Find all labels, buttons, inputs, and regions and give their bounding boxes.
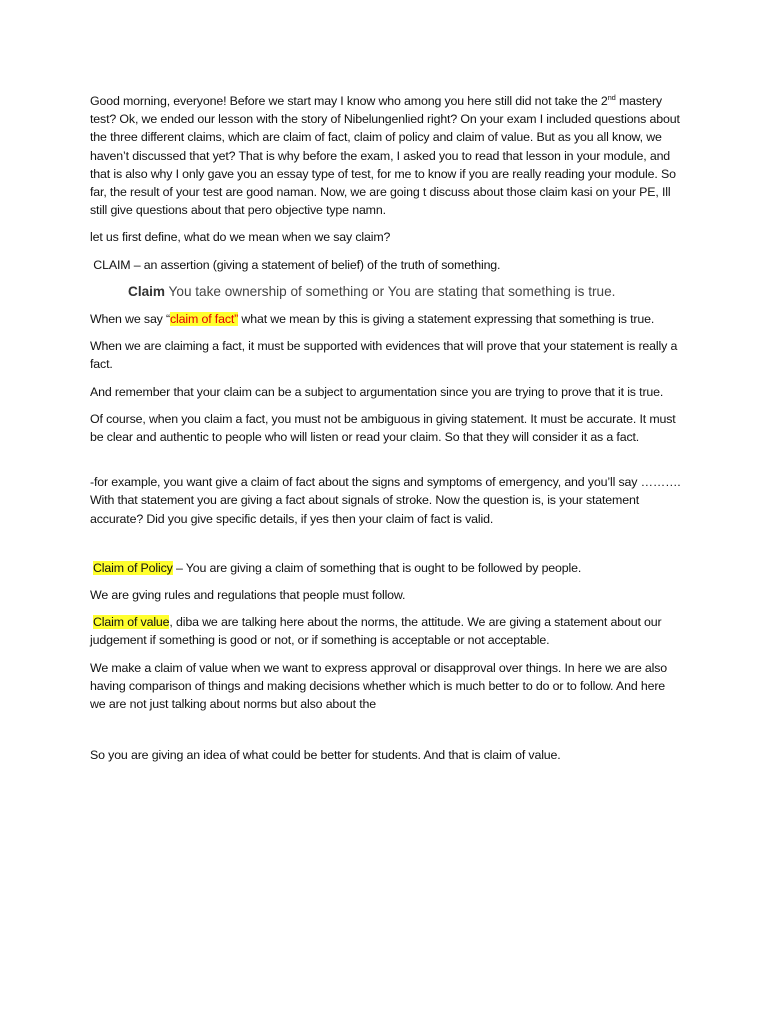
claim-of-value-text: , diba we are talking here about the norms, the attitude. We are giving a statement about our judgement if something is good or not, or if something is acceptable or not acceptable.: [90, 615, 662, 648]
example-paragraph: -for example, you want give a claim of fact about the signs and symptoms of emergency, and you’ll say ………. With that statement you are giving a fact about signals of stroke. Now the question is, is your statement accurate? Did you give specific details, if yes then your claim of fact is valid.: [90, 475, 681, 526]
claim-of-value-paragraph: [90, 613, 682, 649]
claim-label: Claim: [128, 283, 166, 299]
claim-of-fact-lead: When we say “: [90, 312, 170, 327]
approval-paragraph: We make a claim of value when we want to express approval or disapproval over things. In here we are also having comparison of things and making decisions whether which is much better to do or to follow. And here we are not just talking about norms but also about the: [90, 660, 668, 712]
intro-paragraph: [90, 92, 682, 219]
claim-of-policy-highlight: Claim of Policy: [93, 560, 173, 575]
conclusion-paragraph: So you are giving an idea of what could be better for students. And that is claim of value.: [90, 748, 561, 763]
document-body: [90, 92, 682, 773]
argumentation-paragraph: And remember that your claim can be a subject to argumentation since you are trying to prove that it is true.: [90, 384, 664, 399]
claim-of-policy-text: – You are giving a claim of something that is ought to be followed by people.: [172, 560, 582, 575]
define-claim-question: let us first define, what do we mean when we say claim?: [90, 230, 391, 245]
claim-explanation: [128, 283, 682, 301]
claim-of-policy-paragraph: [90, 559, 682, 577]
ordinal-superscript: nd: [607, 93, 616, 102]
claim-definition: CLAIM – an assertion (giving a statement of belief) of the truth of something.: [90, 257, 501, 272]
intro-text-start: Good morning, everyone! Before we start may I know who among you here still did not take the 2: [90, 94, 608, 108]
claim-of-fact-text: what we mean by this is giving a statement expressing that something is true.: [238, 312, 655, 327]
intro-text-rest: mastery test? Ok, we ended our lesson with the story of Nibelungenlied right? On your exam I included questions about the three different claims, which are claim of fact, claim of policy and claim of value. But as you all know, we haven’t discussed that yet? That is why before the exam, I asked you to read that lesson in your module, and that is also why I only gave you an essay type of test, for me to know if you are really reading your module. So far, the result of your test are good naman. Now, we are going t discuss about those claim kasi on your PE, Ill still give questions about that pero objective type namn.: [90, 94, 680, 218]
evidence-paragraph: When we are claiming a fact, it must be supported with evidences that will prove that your statement is really a fact.: [90, 339, 678, 372]
claim-of-fact-paragraph: [90, 310, 682, 328]
claim-of-fact-highlight: claim of fact”: [170, 312, 239, 327]
rules-paragraph: We are gving rules and regulations that people must follow.: [90, 588, 406, 603]
accuracy-paragraph: Of course, when you claim a fact, you must not be ambiguous in giving statement. It must be accurate. It must be clear and authentic to people who will listen or read your claim. So that they will consider it as a fact.: [90, 411, 676, 445]
claim-of-value-highlight: Claim of value: [93, 615, 170, 630]
claim-explanation-text: You take ownership of something or You are stating that something is true.: [165, 283, 616, 299]
